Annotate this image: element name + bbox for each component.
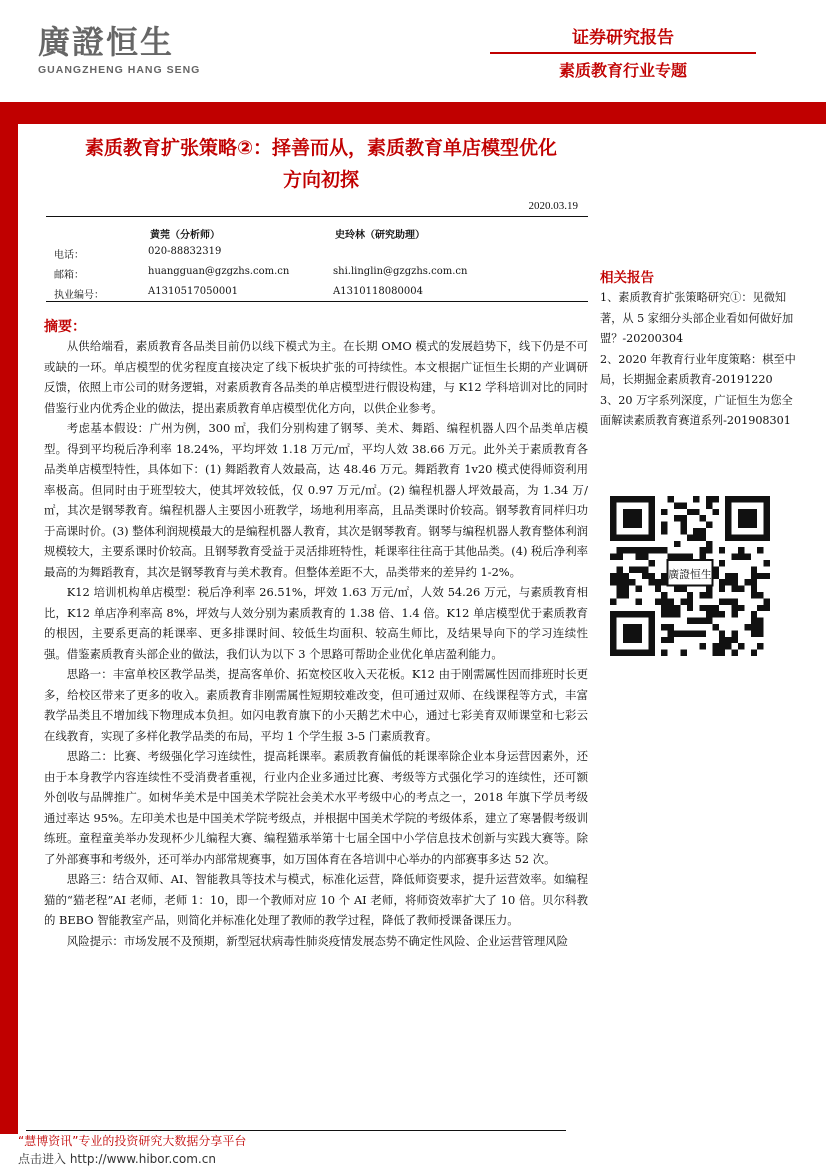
report-date: 2020.03.19	[528, 200, 578, 212]
qr-module	[693, 618, 699, 624]
qr-module	[610, 573, 616, 579]
qr-module	[668, 630, 674, 636]
qr-module	[668, 496, 674, 502]
qr-module	[687, 598, 693, 604]
qr-module	[616, 547, 622, 553]
qr-module	[732, 586, 738, 592]
qr-module	[623, 579, 629, 585]
footer-platform-label: “慧博资讯”专业的投资研究大数据分享平台	[18, 1132, 250, 1149]
phone-value: 020-88832319	[148, 246, 222, 257]
qr-module	[764, 560, 770, 566]
qr-module	[738, 586, 744, 592]
qr-module	[700, 592, 706, 598]
qr-module	[725, 598, 731, 604]
summary-paragraph: 思路三：结合双师、AI、智能教具等技术与模式，标准化运营，降低师资要求，提升运营效率。如编程猫的“猫老程”AI 老师，老师 1：10，即一个教师对应 10 个 AI 老师，将师资效率扩大了 10 倍。贝尔科教的 BEBO 智能教室产品，则简化并标准化处理了教师的教学过程，降低了教师授课备课压力。	[44, 872, 588, 927]
qr-module	[668, 554, 674, 560]
qr-module	[661, 611, 667, 617]
qr-module	[680, 630, 686, 636]
qr-module	[712, 643, 718, 649]
qr-module	[616, 566, 622, 572]
qr-module	[738, 547, 744, 553]
qr-module	[668, 598, 674, 604]
qr-module	[661, 592, 667, 598]
qr-module	[693, 528, 699, 534]
qr-module	[623, 592, 629, 598]
qr-module	[700, 534, 706, 540]
qr-module	[712, 611, 718, 617]
qr-module	[712, 624, 718, 630]
qr-module	[636, 566, 642, 572]
qr-module	[725, 573, 731, 579]
qr-module	[629, 579, 635, 585]
qr-module	[636, 598, 642, 604]
qr-center-label: 廣證恒生	[668, 567, 712, 581]
qr-module	[732, 637, 738, 643]
qr-module	[661, 528, 667, 534]
qr-module	[712, 496, 718, 502]
related-report-item[interactable]: 3、20 万字系列深度，广证恒生为您全面解读素质教育赛道系列-201908301	[600, 393, 793, 427]
qr-module	[674, 605, 680, 611]
qr-module	[668, 605, 674, 611]
qr-module	[757, 624, 763, 630]
qr-module	[648, 573, 654, 579]
qr-module	[719, 579, 725, 585]
qr-module	[757, 618, 763, 624]
email-row	[46, 262, 588, 282]
qr-module	[680, 502, 686, 508]
qr-module	[687, 605, 693, 611]
qr-module	[706, 496, 712, 502]
qr-module	[751, 630, 757, 636]
qr-finder-top-right	[725, 496, 770, 541]
qr-module	[661, 579, 667, 585]
qr-module	[668, 624, 674, 630]
summary-body	[44, 336, 588, 951]
qr-module	[732, 573, 738, 579]
qr-module	[732, 611, 738, 617]
qr-module	[700, 605, 706, 611]
qr-module	[744, 579, 750, 585]
title-line-2: 方向初探	[282, 169, 359, 191]
qr-module	[636, 586, 642, 592]
qr-module	[712, 573, 718, 579]
qr-module	[732, 554, 738, 560]
qr-module	[738, 643, 744, 649]
qr-module	[655, 586, 661, 592]
report-header	[490, 26, 756, 82]
qr-module	[674, 554, 680, 560]
company-logo	[38, 24, 218, 76]
qr-module	[680, 528, 686, 534]
qr-module	[623, 547, 629, 553]
qr-module	[661, 605, 667, 611]
qr-module	[610, 598, 616, 604]
qr-module	[700, 515, 706, 521]
analyst-table-top-rule	[46, 216, 588, 217]
qr-module	[661, 509, 667, 515]
qr-module	[629, 566, 635, 572]
qr-module	[751, 566, 757, 572]
analyst-names-row	[46, 222, 588, 242]
phone-row	[46, 242, 588, 262]
qr-module	[706, 522, 712, 528]
qr-module	[693, 496, 699, 502]
qr-module	[616, 579, 622, 585]
qr-module	[700, 554, 706, 560]
qr-module	[648, 579, 654, 585]
related-reports-heading: 相关报告	[600, 270, 654, 286]
report-title	[46, 132, 596, 196]
qr-module	[751, 573, 757, 579]
qr-module	[693, 534, 699, 540]
qr-module	[732, 650, 738, 656]
qr-module	[719, 560, 725, 566]
license-value-2: A1310118080004	[333, 286, 423, 297]
related-reports-list	[600, 288, 798, 432]
email-link[interactable]: huangguan@gzgzhs.com.cn	[148, 266, 290, 277]
qr-module	[751, 611, 757, 617]
qr-module	[616, 554, 622, 560]
qr-module	[751, 618, 757, 624]
qr-module	[719, 630, 725, 636]
qr-finder-top-left	[610, 496, 655, 541]
qr-module	[712, 566, 718, 572]
qr-module	[661, 522, 667, 528]
qr-module	[610, 554, 616, 560]
qr-module	[706, 541, 712, 547]
qr-module	[680, 650, 686, 656]
qr-module	[732, 579, 738, 585]
qr-module	[680, 515, 686, 521]
qr-module	[693, 509, 699, 515]
qr-module	[687, 509, 693, 515]
qr-module	[616, 586, 622, 592]
qr-module	[680, 522, 686, 528]
license-label: 执业编号：	[54, 290, 104, 301]
qr-module	[725, 643, 731, 649]
qr-module	[751, 624, 757, 630]
qr-module	[719, 637, 725, 643]
license-row	[46, 282, 588, 302]
analyst-table	[46, 222, 588, 302]
qr-module	[668, 637, 674, 643]
qr-module	[674, 630, 680, 636]
qr-module	[744, 554, 750, 560]
qr-module	[661, 547, 667, 553]
related-report-item[interactable]: 1、素质教育扩张策略研究①：见微知著，从 5 家细分头部企业看如何做好加盟？-20200304	[600, 291, 794, 345]
qr-module	[674, 502, 680, 508]
summary-paragraph: 考虑基本假设：广州为例，300 ㎡，我们分别构建了钢琴、美术、舞蹈、编程机器人四个品类单店模型。得到平均税后净利率 18.24%，平均坪效 1.18 万元/㎡，平均人效 38.66 万元。此外关于素质教育各品类单店模型特性，具体如下：(1) 舞蹈教育人效最高，达 48.46 万元。舞蹈教育 1v20 模式使得师资利用率极高。但同时由于班型较大，使其坪效较低，仅 0.97 万元/㎡。(2) 编程机器人坪效最高，为 1.34 万/㎡，其次是钢琴教育。编程机器人主要因小班教学，场地利用率高，且品类课时价较高。钢琴教育同样归功于高课时价。(3) 整体利润规模最大的是编程机器人教育，其次是钢琴教育。钢琴与编程机器人教育整体利润规模较大，主要系课时价较高。且钢琴教育受益于灵活排班特性，耗课率往往高于其他品类。(4) 税后净利率最高的为舞蹈教育，其次是钢琴教育与美术教育。但整体差距不大，品类带来的差异约 1-2%。	[44, 421, 588, 579]
qr-module	[661, 624, 667, 630]
qr-module	[700, 528, 706, 534]
qr-module	[636, 547, 642, 553]
qr-module	[661, 598, 667, 604]
qr-module	[719, 650, 725, 656]
qr-module	[636, 554, 642, 560]
qr-module	[623, 573, 629, 579]
qr-module	[616, 592, 622, 598]
qr-module	[642, 547, 648, 553]
qr-module	[706, 618, 712, 624]
summary-paragraph: 思路二：比赛、考级强化学习连续性，提高耗课率。素质教育偏低的耗课率除企业本身运营因素外，还由于本身教学内容连续性不受消费者重视，行业内企业多通过比赛、考级等方式强化学习的连续性，还可额外创收与品牌推广。如树华美术是中国美术学院社会美术水平考级中心的考点之一，2018 年旗下学员考级通过率达 95%。左印美术也是中国美术学院考级点，并根据中国美术学院的考级体系，建立了寒暑假考级训练班。童程童美举办发现杯少儿编程大赛、编程猫承举第十七届全国中小学信息技术创新与实践大赛等。除了外部赛事和考级外，还可举办内部常规赛事，如万国体育在各培训中心举办的内部赛事多达 52 次。	[44, 749, 588, 866]
qr-module	[706, 611, 712, 617]
qr-module	[648, 560, 654, 566]
summary-heading: 摘要：	[44, 319, 86, 335]
qr-module	[706, 547, 712, 553]
related-report-item[interactable]: 2、2020 年教育行业年度策略：棋至中局，长期掘金素质教育-20191220	[600, 352, 796, 386]
qr-module	[719, 586, 725, 592]
analyst-name: 黄莞（分析师）	[150, 230, 220, 241]
header-red-bar	[0, 102, 826, 124]
qr-module	[623, 586, 629, 592]
qr-module	[687, 592, 693, 598]
summary-paragraph: 思路一：丰富单校区教学品类，提高客单价、拓宽校区收入天花板。K12 由于刚需属性因而排班时长更多，给校区带来了更多的收入。素质教育非刚需属性短期较难改变，但可通过双师、在线课程等方式，丰富教学品类且不增加线下物理成本负担。如闪电教育旗下的小天鹅艺术中心，通过七彩美育双师课堂和七彩云在线教育，实现了多样化教学品类的布局，平均 1 个学生报 3-5 门素质教育。	[44, 667, 588, 743]
qr-module	[680, 554, 686, 560]
qr-module	[719, 611, 725, 617]
qr-module	[757, 605, 763, 611]
qr-module	[674, 611, 680, 617]
qr-module	[757, 630, 763, 636]
report-type: 证券研究报告	[572, 28, 674, 48]
qr-module	[751, 650, 757, 656]
qr-module	[700, 643, 706, 649]
qr-module	[732, 598, 738, 604]
left-red-bar	[0, 124, 18, 1134]
qr-module	[693, 630, 699, 636]
qr-module	[661, 637, 667, 643]
qr-module	[751, 579, 757, 585]
phone-label: 电话：	[54, 250, 84, 261]
email-label: 邮箱：	[54, 270, 84, 281]
qr-finder-bottom-left	[610, 611, 655, 656]
footer-divider	[26, 1130, 566, 1131]
qr-module	[706, 605, 712, 611]
qr-module	[757, 643, 763, 649]
qr-module	[610, 579, 616, 585]
qr-module	[738, 605, 744, 611]
qr-module	[757, 547, 763, 553]
qr-module	[700, 547, 706, 553]
qr-module	[757, 573, 763, 579]
qr-module	[706, 592, 712, 598]
qr-module	[706, 502, 712, 508]
qr-module	[674, 515, 680, 521]
qr-module	[642, 566, 648, 572]
qr-module	[732, 605, 738, 611]
qr-module	[616, 573, 622, 579]
qr-module	[712, 509, 718, 515]
summary-paragraph: 从供给端看，素质教育各品类目前仍以线下模式为主。在长期 OMO 模式的发展趋势下，线下仍是不可或缺的一环。单店模型的优劣程度直接决定了线下板块扩张的可持续性。本文根据广证恒生长期的产业调研反馈，依照上市公司的财务逻辑，对素质教育各品类的单店模型进行假设构建，与 K12 学科培训对比的同时借鉴行业内优秀企业的做法，提出素质教育单店模型优化方向，以供企业参考。	[44, 339, 588, 415]
title-line-1: 素质教育扩张策略②：择善而从，素质教育单店模型优化	[84, 137, 558, 159]
qr-module	[687, 534, 693, 540]
qr-module	[732, 630, 738, 636]
qr-module	[648, 547, 654, 553]
qr-module	[757, 592, 763, 598]
qr-module	[725, 637, 731, 643]
qr-module	[655, 547, 661, 553]
qr-module	[700, 630, 706, 636]
logo-english: GUANGZHENG HANG SENG	[38, 64, 201, 76]
qr-module	[687, 630, 693, 636]
qr-module	[655, 579, 661, 585]
qr-module	[712, 605, 718, 611]
footer-link[interactable]: 点击进入 http://www.hibor.com.cn	[18, 1152, 216, 1166]
qr-module	[680, 598, 686, 604]
risk-warning: 风险提示：市场发展不及预期，新型冠状病毒性肺炎疫情发展态势不确定性风险、企业运营管理风险	[66, 933, 568, 948]
qr-module	[668, 611, 674, 617]
qr-module	[661, 650, 667, 656]
logo-chinese: 廣證恒生	[38, 23, 175, 61]
qr-module	[764, 605, 770, 611]
qr-module	[719, 547, 725, 553]
qr-module	[738, 554, 744, 560]
qr-module	[700, 618, 706, 624]
email-link-2[interactable]: shi.linglin@gzgzhs.com.cn	[333, 266, 468, 277]
header-divider	[490, 52, 756, 54]
qr-module	[725, 579, 731, 585]
qr-module	[719, 598, 725, 604]
qr-module	[744, 624, 750, 630]
qr-module	[674, 541, 680, 547]
qr-code	[610, 496, 770, 656]
qr-module	[687, 618, 693, 624]
qr-module	[764, 598, 770, 604]
qr-module	[642, 573, 648, 579]
qr-module	[661, 573, 667, 579]
qr-module	[751, 586, 757, 592]
qr-module	[655, 598, 661, 604]
qr-module	[751, 592, 757, 598]
qr-module	[629, 547, 635, 553]
qr-module	[719, 643, 725, 649]
qr-module	[687, 554, 693, 560]
qr-module	[764, 573, 770, 579]
qr-module	[642, 554, 648, 560]
qr-module	[712, 650, 718, 656]
assistant-name: 史玲林（研究助理）	[335, 230, 425, 241]
summary-paragraph: K12 培训机构单店模型：税后净利率 26.51%，坪效 1.63 万元/㎡，人效 54.26 万元，与素质教育相比，K12 单店净利率高 8%，坪效与人效分别为素质教育的 1.38 倍、1.4 倍。K12 单店模型优于素质教育的根因，主要系更高的耗课率、更多排课时间、较低生均面积、较高生师比，及结果导向下的学习连续性强。借鉴素质教育头部企业的做法，我们认为以下 3 个思路可帮助企业优化单店盈利能力。	[44, 585, 588, 661]
license-value: A1310517050001	[148, 286, 238, 297]
report-topic: 素质教育行业专题	[558, 61, 687, 80]
